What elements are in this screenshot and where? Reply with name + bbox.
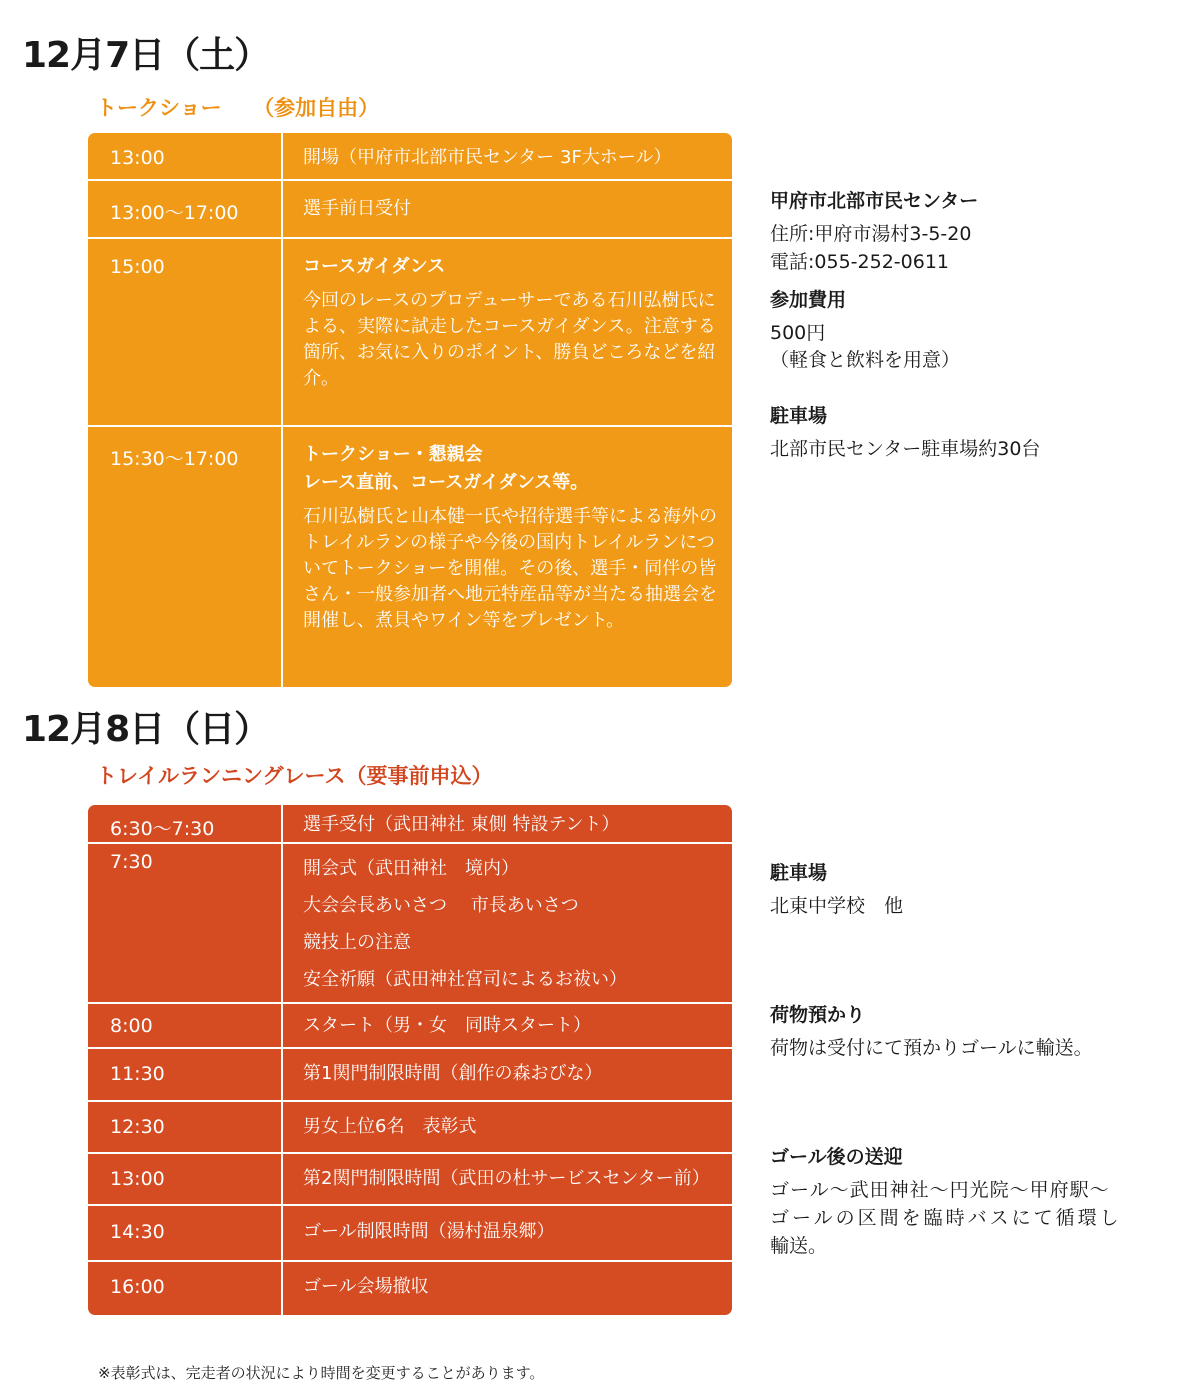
day2-heading: 12月8日（日）: [22, 709, 270, 750]
parking-title: 駐車場: [770, 862, 828, 884]
row-desc-paragraph: 今回のレースのプロデューサーである石川弘樹氏による、実際に試走したコースガイダンス。注意する箇所、お気に入りのポイント、勝負どころなどを紹介。: [303, 290, 716, 389]
row-desc-title: コースガイダンス: [303, 256, 446, 277]
day2-info-baggage: [770, 1006, 1190, 1061]
table-row: [88, 1260, 732, 1315]
talkshow-section-title: トークショー （参加自由）: [96, 96, 380, 120]
row-desc-line: 開場（甲府市北部市民センター 3F大ホール）: [303, 147, 672, 168]
row-desc-line: 競技上の注意: [303, 932, 411, 953]
row-desc-line: 第1関門制限時間（創作の森おびな）: [303, 1063, 603, 1084]
baggage-value: 荷物は受付にて預かりゴールに輸送。: [770, 1037, 1093, 1059]
row-time: 13:00: [88, 1154, 283, 1204]
footnote: ※表彰式は、完走者の状況により時間を変更することがあります。: [98, 1364, 545, 1382]
row-desc: [283, 805, 732, 842]
baggage-title: 荷物預かり: [770, 1004, 866, 1026]
table-row: [88, 1047, 732, 1100]
row-desc: [283, 133, 732, 179]
row-time: 16:00: [88, 1262, 283, 1315]
table-row: [88, 805, 732, 842]
row-desc-line: 開会式（武田神社 境内）: [303, 858, 519, 879]
row-desc: [283, 239, 732, 425]
table-row: [88, 133, 732, 179]
row-desc-line: ゴール制限時間（湯村温泉郷）: [303, 1221, 555, 1242]
race-section-title: トレイルランニングレース（要事前申込）: [96, 764, 493, 788]
row-desc-line: ゴール会場撤収: [303, 1276, 429, 1297]
day1-schedule-table: [88, 133, 732, 687]
row-desc: [283, 844, 732, 1002]
parking-value: 北東中学校 他: [770, 895, 904, 917]
row-desc-title: トークショー・懇親会: [303, 444, 483, 465]
row-desc: [283, 1102, 732, 1152]
row-desc: [283, 427, 732, 687]
row-desc: [283, 1262, 732, 1315]
row-desc-line: スタート（男・女 同時スタート）: [303, 1015, 591, 1036]
table-row: [88, 179, 732, 237]
row-desc: [283, 181, 732, 237]
row-desc-paragraph: 石川弘樹氏と山本健一氏や招待選手等による海外のトレイルランの様子や今後の国内トレイルランについてトークショーを開催。その後、選手・同伴の皆さん・一般参加者へ地元特産品等が当たる抽選会を開催し、煮貝やワイン等をプレゼント。: [303, 506, 717, 631]
shuttle-line-1: ゴール〜武田神社〜円光院〜甲府駅〜: [770, 1179, 1110, 1201]
row-time: 6:30〜7:30: [88, 805, 283, 842]
parking-value: 北部市民センター駐車場約30台: [770, 438, 1041, 460]
row-time: 7:30: [88, 844, 283, 1002]
venue-phone: 電話:055-252-0611: [770, 250, 949, 273]
row-desc: [283, 1004, 732, 1047]
row-time: 15:30〜17:00: [88, 427, 283, 687]
row-desc-line: 男女上位6名 表彰式: [303, 1116, 477, 1137]
row-time: 8:00: [88, 1004, 283, 1047]
row-time: 13:00: [88, 133, 283, 179]
parking-title: 駐車場: [770, 405, 828, 427]
table-row: [88, 1100, 732, 1152]
shuttle-line-3: 輸送。: [770, 1234, 828, 1257]
row-time: 13:00〜17:00: [88, 181, 283, 237]
row-time: 14:30: [88, 1206, 283, 1260]
table-row: [88, 1002, 732, 1047]
table-row: [88, 842, 732, 1002]
fee-note: （軽食と飲料を用意）: [770, 349, 961, 372]
day1-info: [770, 192, 1190, 462]
row-desc: [283, 1206, 732, 1260]
row-desc-line: 第2関門制限時間（武田の杜サービスセンター前）: [303, 1168, 710, 1189]
table-row: [88, 425, 732, 687]
row-time: 11:30: [88, 1049, 283, 1100]
row-desc-subtitle: レース直前、コースガイダンス等。: [303, 472, 589, 493]
day2-schedule-table: [88, 805, 732, 1315]
table-row: [88, 1152, 732, 1204]
venue-title: 甲府市北部市民センター: [770, 190, 979, 212]
row-desc: [283, 1049, 732, 1100]
row-desc: [283, 1154, 732, 1204]
row-time: 15:00: [88, 239, 283, 425]
table-row: [88, 1204, 732, 1260]
row-desc-line: 選手前日受付: [303, 198, 411, 219]
table-row: [88, 237, 732, 425]
fee-title: 参加費用: [770, 288, 847, 311]
row-desc-line: 安全祈願（武田神社宮司によるお祓い）: [303, 969, 627, 990]
row-desc-line: 選手受付（武田神社 東側 特設テント）: [303, 814, 620, 835]
row-desc-line: 大会会長あいさつ 市長あいさつ: [303, 895, 579, 916]
day2-info-parking: [770, 864, 1190, 919]
day2-info-shuttle: [770, 1148, 1190, 1258]
shuttle-line-2: ゴールの区間を臨時バスにて循環し: [770, 1206, 1122, 1229]
day1-heading: 12月7日（土）: [22, 35, 270, 76]
row-time: 12:30: [88, 1102, 283, 1152]
fee-value: 500円: [770, 321, 826, 344]
shuttle-title: ゴール後の送迎: [770, 1146, 903, 1168]
venue-address: 住所:甲府市湯村3-5-20: [770, 223, 972, 245]
